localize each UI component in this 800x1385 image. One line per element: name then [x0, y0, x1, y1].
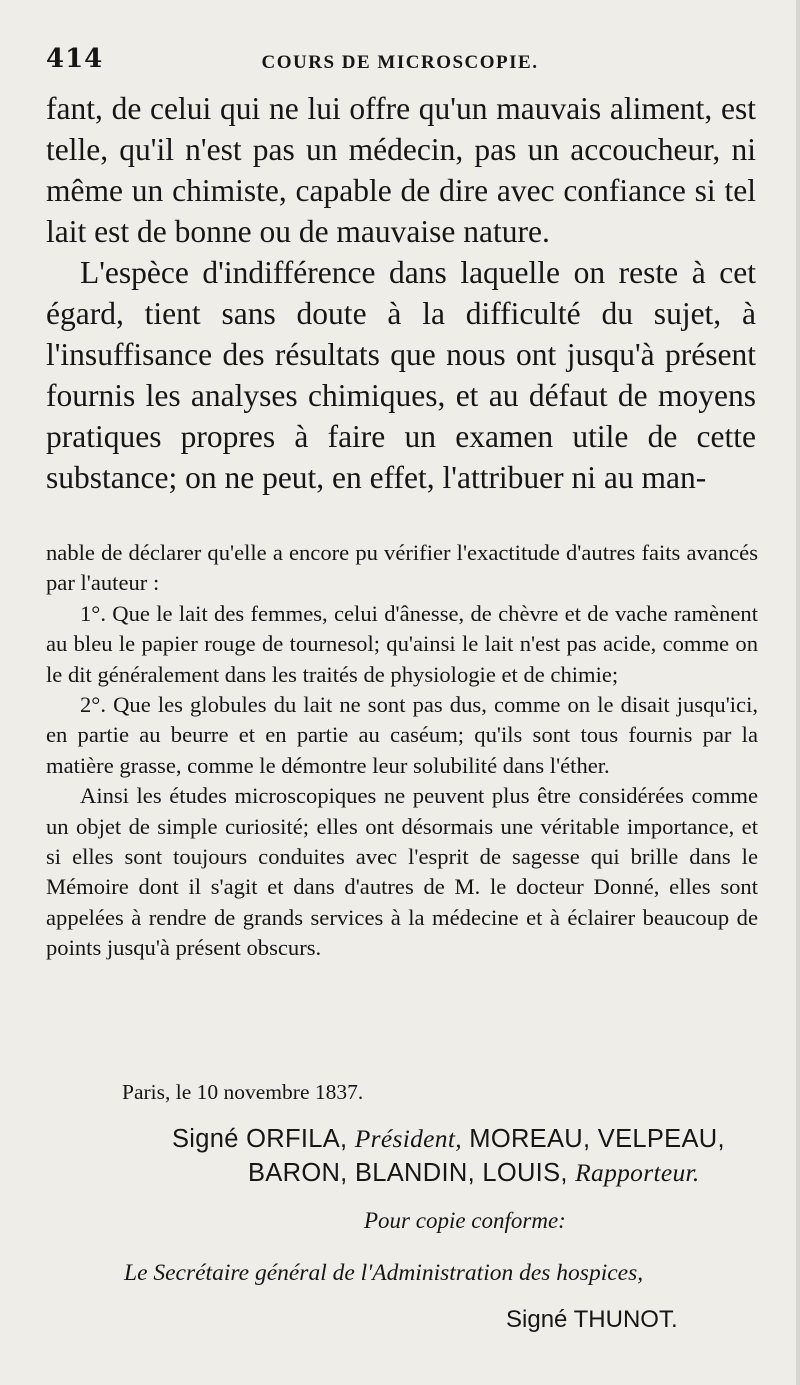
running-head: COURS DE MICROSCOPIE.	[261, 52, 539, 73]
paragraph-indifference: L'espèce d'indifférence dans laquelle on reste à cet égard, tient sans doute à la difficulté du sujet, à l'insuffisance des résultats que nous ont jusqu'à présent fournis les analyses chimiques, et au défaut de moyens pratiques propres à faire un examen utile de cette substance; on ne peut, en effet, l'attribuer ni au man-	[46, 255, 756, 495]
report-conclusion: Ainsi les études microscopiques ne peuvent plus être considérées comme un objet de simple curiosité; elles ont désormais une véritable importance, et si elles sont toujours conduites avec l'esprit de sagesse qui brille dans le Mémoire dont il s'agit et dans d'autres de M. le docteur Donné, elles sont appelées à rendre de grands services à la médecine et à éclairer beaucoup de points jusqu'à présent obscurs.	[46, 783, 758, 961]
sig-rapporteur: Rapporteur.	[575, 1158, 700, 1187]
page-number: 414	[46, 44, 104, 74]
copy-conform-note: Pour copie conforme:	[364, 1208, 566, 1233]
sig-president: Président,	[354, 1124, 462, 1153]
page-edge	[796, 0, 800, 1385]
signature-line-2	[248, 1158, 700, 1188]
final-signature: Signé THUNOT.	[506, 1306, 678, 1333]
sig-moreau-velpeau: MOREAU, VELPEAU,	[461, 1125, 725, 1153]
secretary-title: Le Secrétaire général de l'Administration des hospices,	[124, 1260, 644, 1286]
sig-signe-orfila: Signé ORFILA,	[172, 1125, 355, 1153]
main-text-block	[46, 88, 756, 498]
sig-baron-blandin-louis: BARON, BLANDIN, LOUIS,	[248, 1159, 576, 1187]
report-date: Paris, le 10 novembre 1837.	[122, 1080, 364, 1104]
page-header	[46, 44, 754, 84]
report-item-1: 1°. Que le lait des femmes, celui d'ânesse, de chèvre et de vache ramènent au bleu le papier rouge de tournesol; qu'ainsi le lait n'est pas acide, comme on le dit généralement dans les traités de physiologie et de chimie;	[46, 600, 758, 687]
report-paragraph-intro: nable de déclarer qu'elle a encore pu vérifier l'exactitude d'autres faits avancés par l'auteur :	[46, 540, 758, 596]
report-item-2: 2°. Que les globules du lait ne sont pas dus, comme on le disait jusqu'ici, en partie au beurre et en partie au caséum; qu'ils sont tous fournis par la matière grasse, comme le démontre leur solubilité dans l'éther.	[46, 692, 758, 778]
paragraph-continuation: fant, de celui qui ne lui offre qu'un mauvais aliment, est telle, qu'il n'est pas un médecin, pas un accoucheur, ni même un chimiste, capable de dire avec confiance si tel lait est de bonne ou de mauvaise nature.	[46, 91, 756, 249]
signature-line-1	[172, 1124, 725, 1154]
report-text-block	[46, 538, 758, 964]
